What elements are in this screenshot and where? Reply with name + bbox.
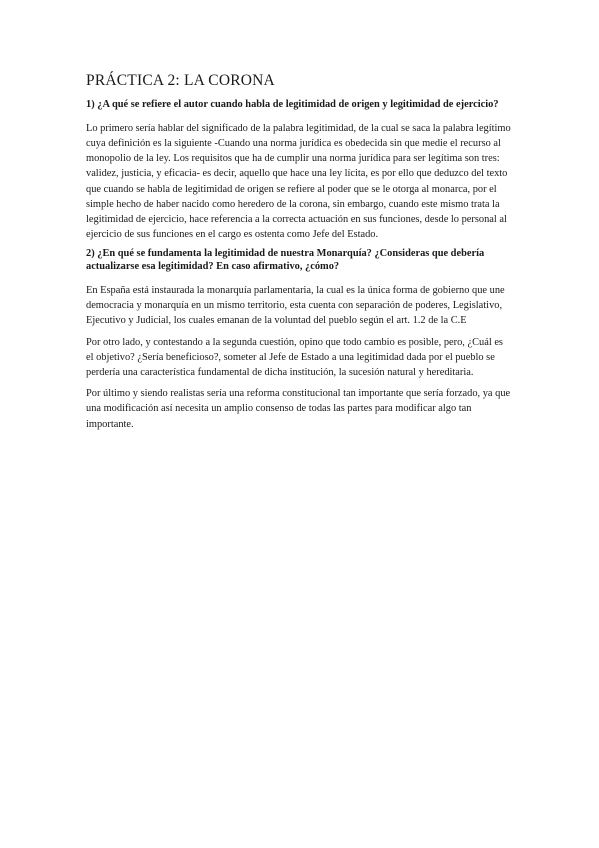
answer-2-paragraph-3: Por último y siendo realistas sería una reforma constitucional tan importante que sería forzado, ya que una modificación así necesita un amplio consenso de todas las partes para modificar algo tan importante. [86,388,511,430]
answer-1-paragraph-1: Lo primero sería hablar del significado de la palabra legitimidad, de la cual se saca la palabra legítimo cuya definición es la siguiente -Cuando una norma jurídica es obedecida sin que medie el recurso al monopolio de la ley. Los requisitos que ha de cumplir una norma jurídica para ser legítima son tres: validez, justicia, y eficacia- es decir, aquello que hace una ley lícita, es por ello que deduzco del texto que cuando se habla de legitimidad de origen se refiere al poder que se le otorga al monarca, por el simple hecho de haber nacido como heredero de la corona, sin embargo, cuando este mismo trata la legitimidad de ejercicio, hace referencia a la correcta actuación en sus funciones, desde lo personal al ejercicio de sus funciones en el cargo es ostenta como Jefe del Estado. [86,122,511,241]
answer-2-paragraph-2: Por otro lado, y contestando a la segunda cuestión, opino que todo cambio es posible, pero, ¿Cuál es el objetivo? ¿Sería beneficioso?, someter al Jefe de Estado a una legitimidad dada por el pueblo se perdería una característica fundamental de dicha institución, la sucesión natural y hereditaria. [86,336,503,379]
answer-2-paragraph-1: En España está instaurada la monarquía parlamentaria, la cual es la única forma de gobierno que une democracia y monarquía en un mismo territorio, esta cuenta con separación de poderes, Legislativo, Ejecutivo y Judicial, los cuales emanan de la voluntad del pueblo según el art. 1.2 de la C.E [86,285,505,327]
section-1 [86,99,513,242]
question-1: 1) ¿A qué se refiere el autor cuando habla de legitimidad de origen y legitimidad de ejercicio? [86,99,499,110]
document-title: PRÁCTICA 2: LA CORONA [86,72,275,89]
section-2 [86,248,513,431]
question-2: 2) ¿En qué se fundamenta la legitimidad de nuestra Monarquía? ¿Consideras que debería actualizarse esa legitimidad? En caso afirmativo, ¿cómo? [86,248,485,273]
